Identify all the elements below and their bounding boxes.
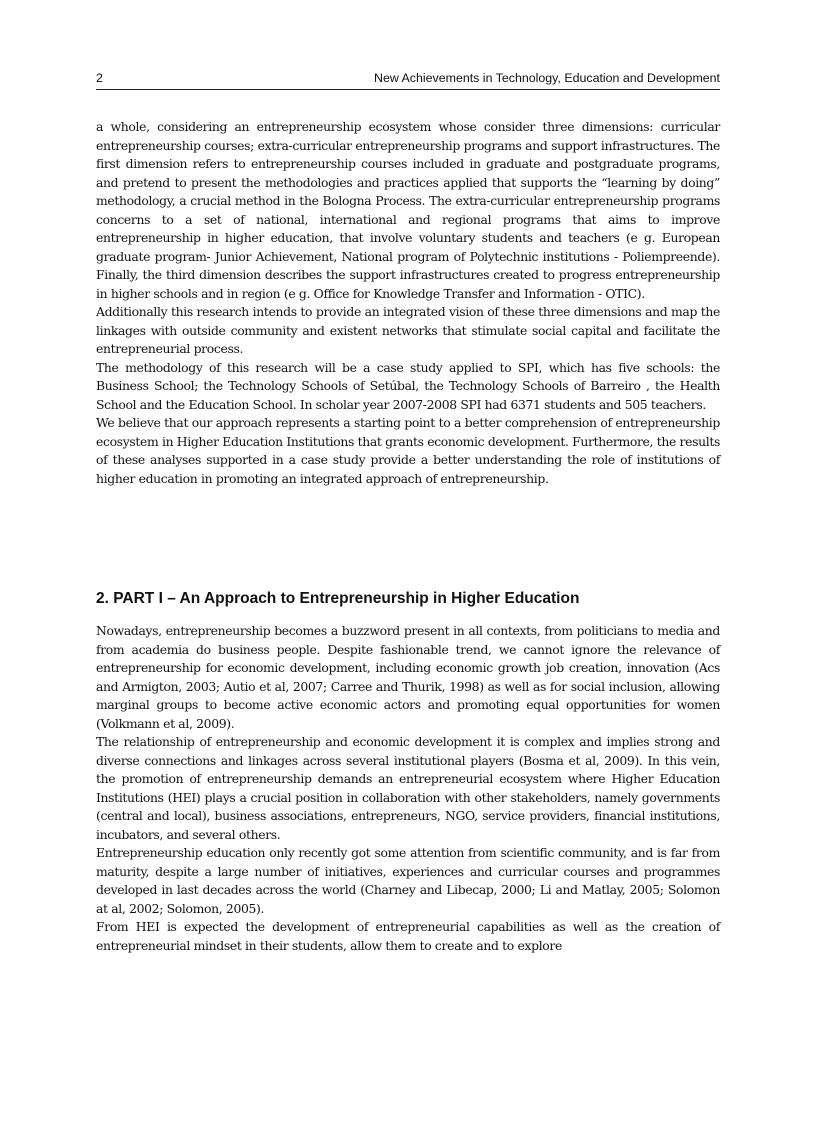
paragraph: a whole, considering an entrepreneurship ecosystem whose consider three dimensions: curricular entrepreneurship courses; extra-curricular entrepreneurship programs and support infrastructures. The first dimension refers to entrepreneurship courses included in graduate and postgraduate programs, and pretend to present the methodologies and practices applied that supports the “learning by doing” methodology, a crucial method in the Bologna Process. The extra-curricular entrepreneurship programs concerns to a set of national, international and regional programs that aims to improve entrepreneurship in higher education, that involve voluntary students and teachers (e g. European graduate program- Junior Achievement, National program of Polytechnic institutions - Poliempreende). Finally, the third dimension describes the support infrastructures created to progress entrepreneurship in higher schools and in region (e g. Office for Knowledge Transfer and Information - OTIC). [96,119,720,301]
paragraph: We believe that our approach represents a starting point to a better comprehension of entrepreneurship ecosystem in Higher Education Institutions that grants economic development. Furthermore, the results of these analyses supported in a case study provide a better understanding the role of institutions of higher education in promoting an integrated approach of entrepreneurship. [96,415,720,486]
paragraph: Entrepreneurship education only recently got some attention from scientific community, and is far from maturity, despite a large number of initiatives, experiences and curricular courses and programmes developed in last decades across the world (Charney and Libecap, 2000; Li and Matlay, 2005; Solomon at al, 2002; Solomon, 2005). [96,845,720,916]
section-text-block [96,622,720,955]
running-title: New Achievements in Technology, Education and Development [374,71,720,85]
paragraph: Additionally this research intends to provide an integrated vision of these three dimensions and map the linkages with outside community and existent networks that stimulate social capital and facilitate the entrepreneurial process. [96,304,720,356]
running-header [96,71,720,90]
page-number: 2 [96,71,103,85]
paragraph: From HEI is expected the development of entrepreneurial capabilities as well as the creation of entrepreneurial mindset in their students, allow them to create and to explore [96,919,720,953]
paragraph: The methodology of this research will be a case study applied to SPI, which has five schools: the Business School; the Technology Schools of Setúbal, the Technology Schools of Barreiro , the Health School and the Education School. In scholar year 2007-2008 SPI had 6371 students and 505 teachers. [96,359,720,412]
paragraph: The relationship of entrepreneurship and economic development it is complex and implies strong and diverse connections and linkages across several institutional players (Bosma et al, 2009). In this vein, the promotion of entrepreneurship demands an entrepreneurial ecosystem where Higher Education Institutions (HEI) plays a crucial position in collaboration with other stakeholders, namely governments (central and local), business associations, entrepreneurs, NGO, service providers, financial institutions, incubators, and several others. [96,734,720,842]
section-heading: 2. PART I – An Approach to Entrepreneurship in Higher Education [96,590,580,607]
intro-text-block [96,118,720,488]
paragraph: Nowadays, entrepreneurship becomes a buzzword present in all contexts, from politicians to media and from academia do business people. Despite fashionable trend, we cannot ignore the relevance of entrepreneurship for economic development, including economic growth job creation, innovation (Acs and Armigton, 2003; Autio et al, 2007; Carree and Thurik, 1998) as well as for social inclusion, allowing marginal groups to become active economic actors and promoting equal opportunities for women (Volkmann et al, 2009). [96,623,720,731]
